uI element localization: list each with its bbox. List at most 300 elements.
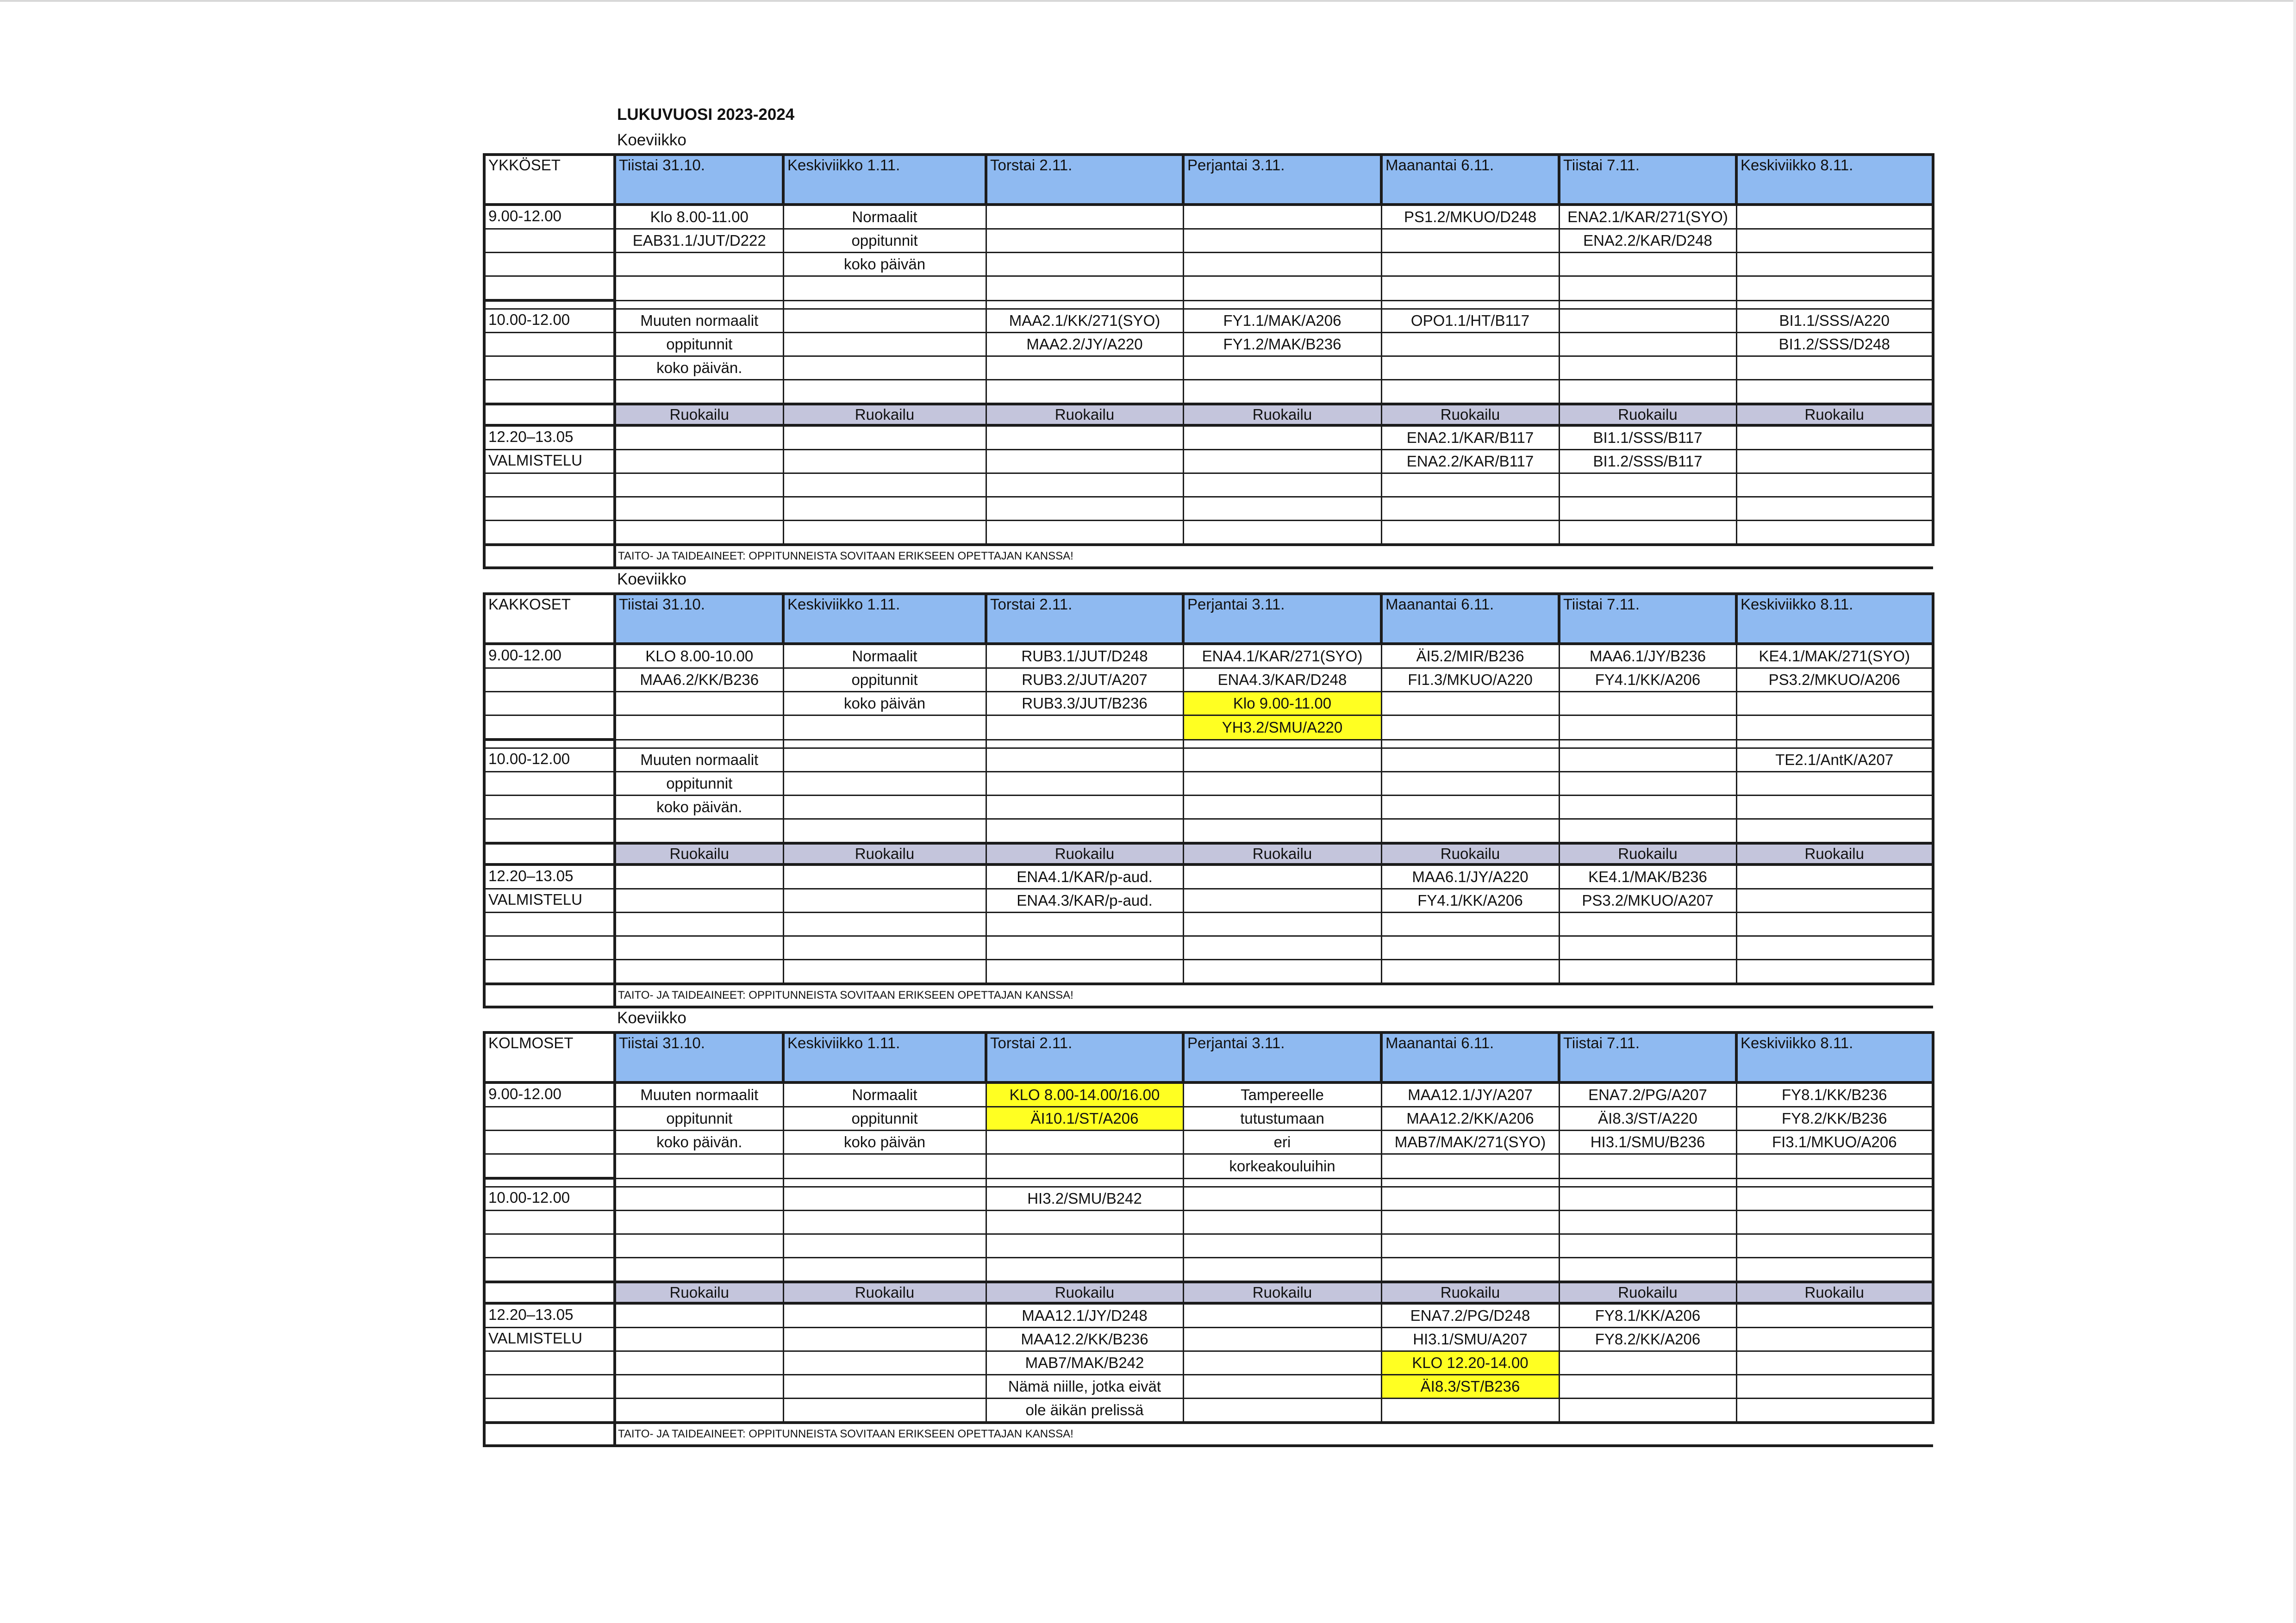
exam-cell — [986, 1258, 1183, 1282]
exam-cell — [1559, 356, 1736, 380]
exam-cell — [1559, 1234, 1736, 1258]
exam-cell — [986, 425, 1183, 450]
schedule-row — [484, 1154, 1933, 1179]
exam-cell — [1736, 1399, 1933, 1423]
session-divider — [484, 740, 1933, 748]
exam-cell: YH3.2/SMU/A220 — [1183, 715, 1381, 740]
exam-cell: FY8.2/KK/A206 — [1559, 1328, 1736, 1351]
exam-cell — [615, 692, 783, 715]
schedule-row — [484, 668, 1933, 692]
divider-cell — [615, 1178, 783, 1187]
page-title: LUKUVUOSI 2023-2024 — [617, 106, 795, 124]
time-label — [484, 772, 615, 796]
exam-cell — [1559, 796, 1736, 819]
day-header: Perjantai 3.11. — [1183, 155, 1381, 205]
note-row — [484, 1423, 1933, 1446]
exam-cell: FY8.1/KK/A206 — [1559, 1303, 1736, 1328]
divider-cell — [783, 1178, 986, 1187]
exam-cell — [1183, 819, 1381, 844]
exam-cell — [615, 1258, 783, 1282]
exam-cell — [783, 380, 986, 404]
schedule-row — [484, 205, 1933, 229]
exam-cell: ENA2.1/KAR/271(SYO) — [1559, 205, 1736, 229]
schedule-row — [484, 1107, 1933, 1131]
exam-cell — [1381, 497, 1559, 521]
day-header: Maanantai 6.11. — [1381, 155, 1559, 205]
exam-cell — [783, 1234, 986, 1258]
exam-cell — [1736, 1375, 1933, 1399]
schedule-row — [484, 229, 1933, 253]
exam-cell — [1183, 1234, 1381, 1258]
lunch-cell: Ruokailu — [1183, 1282, 1381, 1303]
day-header: Perjantai 3.11. — [1183, 594, 1381, 644]
exam-cell — [615, 1154, 783, 1179]
time-label — [484, 521, 615, 545]
day-header: Torstai 2.11. — [986, 594, 1183, 644]
day-header: Keskiviikko 8.11. — [1736, 594, 1933, 644]
exam-cell: FI1.3/MKUO/A220 — [1381, 668, 1559, 692]
exam-cell — [783, 1211, 986, 1234]
time-label — [484, 796, 615, 819]
exam-cell: HI3.2/SMU/B242 — [986, 1187, 1183, 1211]
day-header: Tiistai 31.10. — [615, 594, 783, 644]
exam-cell — [1381, 1187, 1559, 1211]
exam-cell: FY1.2/MAK/B236 — [1183, 333, 1381, 356]
exam-cell: Tampereelle — [1183, 1082, 1381, 1107]
exam-cell — [1559, 1258, 1736, 1282]
exam-cell — [783, 356, 986, 380]
exam-cell — [1183, 1351, 1381, 1375]
time-label — [484, 356, 615, 380]
time-label — [484, 692, 615, 715]
divider-cell — [783, 740, 986, 748]
time-label — [484, 473, 615, 497]
exam-cell — [615, 936, 783, 960]
exam-cell — [1736, 497, 1933, 521]
day-header: Maanantai 6.11. — [1381, 1032, 1559, 1082]
exam-cell — [1736, 796, 1933, 819]
lunch-row — [484, 843, 1933, 864]
schedule-row — [484, 1187, 1933, 1211]
scan-edge-top — [0, 0, 2296, 2]
lunch-cell: Ruokailu — [615, 404, 783, 425]
lunch-cell: Ruokailu — [1381, 404, 1559, 425]
time-label — [484, 1131, 615, 1154]
schedule-row — [484, 1399, 1933, 1423]
exam-cell: HI3.1/SMU/B236 — [1559, 1131, 1736, 1154]
exam-cell — [986, 715, 1183, 740]
day-header: Keskiviikko 1.11. — [783, 1032, 986, 1082]
divider-cell — [1559, 1178, 1736, 1187]
exam-cell: KLO 8.00-10.00 — [615, 644, 783, 668]
exam-cell: ENA2.2/KAR/B117 — [1381, 450, 1559, 473]
lunch-cell: Ruokailu — [1183, 404, 1381, 425]
exam-cell: MAA6.1/JY/B236 — [1559, 644, 1736, 668]
exam-cell — [1183, 229, 1381, 253]
exam-cell — [615, 960, 783, 984]
time-label — [484, 1211, 615, 1234]
divider-cell — [1183, 300, 1381, 309]
exam-cell — [1736, 1328, 1933, 1351]
exam-cell — [1183, 276, 1381, 301]
divider-cell — [615, 740, 783, 748]
exam-cell — [986, 450, 1183, 473]
divider-cell — [1183, 1178, 1381, 1187]
exam-cell — [1736, 864, 1933, 889]
schedule-row — [484, 864, 1933, 889]
day-header: Keskiviikko 8.11. — [1736, 155, 1933, 205]
divider-cell — [484, 300, 615, 309]
schedule-table — [483, 592, 1934, 1008]
exam-cell — [615, 253, 783, 276]
exam-cell: OPO1.1/HT/B117 — [1381, 309, 1559, 333]
exam-cell — [615, 497, 783, 521]
lunch-cell: Ruokailu — [1559, 404, 1736, 425]
divider-cell — [484, 1178, 615, 1187]
exam-cell: KLO 8.00-14.00/16.00 — [986, 1082, 1183, 1107]
day-header-row — [484, 594, 1933, 644]
day-header: Keskiviikko 1.11. — [783, 155, 986, 205]
exam-cell — [1183, 205, 1381, 229]
exam-cell — [1736, 1351, 1933, 1375]
exam-cell — [1736, 253, 1933, 276]
exam-cell — [1736, 1303, 1933, 1328]
exam-cell — [1183, 1211, 1381, 1234]
arts-note: TAITO- JA TAIDEAINEET: OPPITUNNEISTA SOVITAAN ERIKSEEN OPETTAJAN KANSSA! — [615, 984, 1933, 1007]
day-header: Keskiviikko 8.11. — [1736, 1032, 1933, 1082]
exam-cell — [986, 229, 1183, 253]
exam-cell — [1736, 205, 1933, 229]
exam-cell — [783, 309, 986, 333]
time-label: 10.00-12.00 — [484, 309, 615, 333]
exam-cell — [1736, 889, 1933, 913]
time-label: VALMISTELU — [484, 1328, 615, 1351]
note-row — [484, 545, 1933, 568]
note-row — [484, 984, 1933, 1007]
exam-cell: ÄI8.3/ST/B236 — [1381, 1375, 1559, 1399]
lunch-row-label — [484, 404, 615, 425]
exam-cell — [783, 276, 986, 301]
exam-cell: oppitunnit — [615, 1107, 783, 1131]
lunch-cell: Ruokailu — [1381, 843, 1559, 864]
lunch-cell: Ruokailu — [986, 404, 1183, 425]
exam-cell: ENA2.1/KAR/B117 — [1381, 425, 1559, 450]
exam-cell — [1559, 936, 1736, 960]
divider-cell — [1559, 300, 1736, 309]
day-header: Maanantai 6.11. — [1381, 594, 1559, 644]
exam-cell: ENA4.3/KAR/p-aud. — [986, 889, 1183, 913]
group-label: KOLMOSET — [484, 1032, 615, 1082]
exam-cell — [615, 425, 783, 450]
note-row-label — [484, 545, 615, 568]
exam-cell: ÄI8.3/ST/A220 — [1559, 1107, 1736, 1131]
exam-cell — [1381, 772, 1559, 796]
exam-cell — [1381, 1234, 1559, 1258]
schedule-row — [484, 380, 1933, 404]
schedule-table — [483, 1031, 1934, 1447]
day-header: Perjantai 3.11. — [1183, 1032, 1381, 1082]
exam-cell — [986, 497, 1183, 521]
day-header: Tiistai 31.10. — [615, 1032, 783, 1082]
exam-cell — [1736, 1187, 1933, 1211]
schedule-row — [484, 473, 1933, 497]
exam-cell: Klo 8.00-11.00 — [615, 205, 783, 229]
time-label — [484, 1351, 615, 1375]
lunch-cell: Ruokailu — [783, 843, 986, 864]
lunch-cell: Ruokailu — [986, 1282, 1183, 1303]
schedule-row — [484, 1328, 1933, 1351]
schedule-row — [484, 796, 1933, 819]
exam-cell — [1736, 960, 1933, 984]
exam-cell — [1559, 253, 1736, 276]
exam-cell — [1381, 819, 1559, 844]
exam-cell — [783, 450, 986, 473]
exam-cell — [1381, 715, 1559, 740]
schedule-row — [484, 1082, 1933, 1107]
time-label: 12.20–13.05 — [484, 864, 615, 889]
exam-cell — [783, 1328, 986, 1351]
divider-cell — [1736, 740, 1933, 748]
schedule-row — [484, 936, 1933, 960]
divider-cell — [986, 300, 1183, 309]
schedule-row — [484, 356, 1933, 380]
exam-cell — [1183, 356, 1381, 380]
schedule-row — [484, 1258, 1933, 1282]
exam-cell: TE2.1/AntK/A207 — [1736, 748, 1933, 772]
schedule-row — [484, 1234, 1933, 1258]
time-label: 9.00-12.00 — [484, 205, 615, 229]
exam-cell — [1381, 692, 1559, 715]
exam-cell — [1183, 1187, 1381, 1211]
time-label — [484, 819, 615, 844]
time-label — [484, 276, 615, 301]
time-label: 9.00-12.00 — [484, 1082, 615, 1107]
exam-cell: koko päivän — [783, 253, 986, 276]
exam-cell: korkeakouluihin — [1183, 1154, 1381, 1179]
exam-cell — [1559, 1211, 1736, 1234]
exam-cell: MAA2.2/JY/A220 — [986, 333, 1183, 356]
exam-cell — [1736, 380, 1933, 404]
exam-cell — [615, 889, 783, 913]
exam-cell: RUB3.1/JUT/D248 — [986, 644, 1183, 668]
exam-cell — [783, 1399, 986, 1423]
exam-cell — [1736, 229, 1933, 253]
lunch-cell: Ruokailu — [1736, 1282, 1933, 1303]
lunch-cell: Ruokailu — [1736, 404, 1933, 425]
exam-cell — [783, 936, 986, 960]
divider-cell — [1559, 740, 1736, 748]
lunch-cell: Ruokailu — [615, 843, 783, 864]
exam-cell: RUB3.2/JUT/A207 — [986, 668, 1183, 692]
exam-cell — [783, 1258, 986, 1282]
schedule-row — [484, 521, 1933, 545]
exam-cell: Nämä niille, jotka eivät — [986, 1375, 1183, 1399]
time-label — [484, 333, 615, 356]
day-header: Torstai 2.11. — [986, 155, 1183, 205]
lunch-cell: Ruokailu — [1559, 1282, 1736, 1303]
time-label — [484, 380, 615, 404]
exam-cell: EAB31.1/JUT/D222 — [615, 229, 783, 253]
exam-cell — [1183, 864, 1381, 889]
exam-cell — [783, 473, 986, 497]
exam-cell — [1183, 521, 1381, 545]
lunch-cell: Ruokailu — [1381, 1282, 1559, 1303]
exam-cell: KLO 12.20-14.00 — [1381, 1351, 1559, 1375]
lunch-cell: Ruokailu — [783, 404, 986, 425]
time-label — [484, 1154, 615, 1179]
exam-cell: Muuten normaalit — [615, 309, 783, 333]
exam-cell: PS3.2/MKUO/A206 — [1736, 668, 1933, 692]
exam-cell: BI1.1/SSS/B117 — [1559, 425, 1736, 450]
exam-cell — [615, 450, 783, 473]
exam-cell — [615, 1375, 783, 1399]
exam-cell — [1559, 715, 1736, 740]
exam-cell: ENA4.1/KAR/271(SYO) — [1183, 644, 1381, 668]
exam-cell: MAA6.2/KK/B236 — [615, 668, 783, 692]
lunch-row — [484, 404, 1933, 425]
exam-cell: FI3.1/MKUO/A206 — [1736, 1131, 1933, 1154]
exam-cell — [1736, 819, 1933, 844]
exam-cell — [1381, 276, 1559, 301]
exam-cell: ENA4.3/KAR/D248 — [1183, 668, 1381, 692]
schedule-row — [484, 772, 1933, 796]
exam-cell: MAA12.1/JY/D248 — [986, 1303, 1183, 1328]
exam-cell — [615, 1187, 783, 1211]
lunch-cell: Ruokailu — [1736, 843, 1933, 864]
divider-cell — [484, 740, 615, 748]
exam-cell — [1381, 333, 1559, 356]
exam-cell: BI1.1/SSS/A220 — [1736, 309, 1933, 333]
exam-cell — [615, 913, 783, 936]
time-label — [484, 960, 615, 984]
exam-cell — [986, 1131, 1183, 1154]
exam-cell — [1183, 1328, 1381, 1351]
exam-cell — [783, 521, 986, 545]
exam-cell — [1736, 1211, 1933, 1234]
exam-cell — [1183, 380, 1381, 404]
divider-cell — [1183, 740, 1381, 748]
note-row-label — [484, 1423, 615, 1446]
exam-cell: RUB3.3/JUT/B236 — [986, 692, 1183, 715]
exam-cell — [1381, 1211, 1559, 1234]
time-label: 10.00-12.00 — [484, 748, 615, 772]
exam-cell — [783, 1154, 986, 1179]
exam-cell: ENA2.2/KAR/D248 — [1559, 229, 1736, 253]
exam-cell — [1559, 521, 1736, 545]
exam-cell — [1736, 425, 1933, 450]
schedule-row — [484, 960, 1933, 984]
lunch-row-label — [484, 1282, 615, 1303]
schedule-row — [484, 692, 1933, 715]
exam-cell: oppitunnit — [783, 1107, 986, 1131]
group-label: KAKKOSET — [484, 594, 615, 644]
exam-cell — [615, 864, 783, 889]
exam-cell: tutustumaan — [1183, 1107, 1381, 1131]
exam-cell — [1736, 356, 1933, 380]
exam-cell — [1736, 1234, 1933, 1258]
exam-cell — [986, 936, 1183, 960]
exam-cell — [1736, 715, 1933, 740]
koeviikko-label: Koeviikko — [617, 131, 686, 149]
day-header: Torstai 2.11. — [986, 1032, 1183, 1082]
arts-note: TAITO- JA TAIDEAINEET: OPPITUNNEISTA SOVITAAN ERIKSEEN OPETTAJAN KANSSA! — [615, 545, 1933, 568]
exam-cell — [783, 889, 986, 913]
exam-cell: eri — [1183, 1131, 1381, 1154]
exam-cell: koko päivän. — [615, 796, 783, 819]
exam-cell: MAA2.1/KK/271(SYO) — [986, 309, 1183, 333]
time-label — [484, 497, 615, 521]
time-label — [484, 936, 615, 960]
exam-cell — [1736, 450, 1933, 473]
exam-cell — [986, 1211, 1183, 1234]
exam-cell — [1736, 521, 1933, 545]
exam-cell — [615, 1234, 783, 1258]
lunch-cell: Ruokailu — [783, 1282, 986, 1303]
exam-cell: ENA7.2/PG/A207 — [1559, 1082, 1736, 1107]
day-header: Tiistai 31.10. — [615, 155, 783, 205]
exam-cell — [1381, 1399, 1559, 1423]
exam-cell — [986, 380, 1183, 404]
time-label: VALMISTELU — [484, 889, 615, 913]
exam-cell — [1559, 772, 1736, 796]
exam-cell — [783, 333, 986, 356]
schedule-row — [484, 715, 1933, 740]
exam-cell — [1381, 960, 1559, 984]
exam-cell: FY8.2/KK/B236 — [1736, 1107, 1933, 1131]
exam-cell — [1381, 1258, 1559, 1282]
exam-cell — [1183, 960, 1381, 984]
divider-cell — [1736, 1178, 1933, 1187]
exam-cell: KE4.1/MAK/271(SYO) — [1736, 644, 1933, 668]
exam-cell — [986, 473, 1183, 497]
exam-cell — [615, 521, 783, 545]
exam-cell: ÄI5.2/MIR/B236 — [1381, 644, 1559, 668]
schedule-row — [484, 1131, 1933, 1154]
schedule-row — [484, 333, 1933, 356]
time-label: 12.20–13.05 — [484, 1303, 615, 1328]
day-header-row — [484, 155, 1933, 205]
exam-cell — [1381, 473, 1559, 497]
lunch-row — [484, 1282, 1933, 1303]
schedule-row — [484, 497, 1933, 521]
session-divider — [484, 1178, 1933, 1187]
schedule-table — [483, 153, 1934, 569]
exam-cell — [615, 715, 783, 740]
exam-cell — [1183, 473, 1381, 497]
exam-cell — [783, 497, 986, 521]
exam-cell: oppitunnit — [615, 333, 783, 356]
exam-cell: koko päivän — [783, 1131, 986, 1154]
exam-cell — [1381, 356, 1559, 380]
exam-cell: ÄI10.1/ST/A206 — [986, 1107, 1183, 1131]
exam-cell — [783, 772, 986, 796]
divider-cell — [615, 300, 783, 309]
schedule-row — [484, 644, 1933, 668]
schedule-row — [484, 309, 1933, 333]
exam-cell — [1381, 1154, 1559, 1179]
exam-cell — [986, 960, 1183, 984]
exam-cell — [783, 864, 986, 889]
exam-cell — [1736, 692, 1933, 715]
exam-cell — [783, 715, 986, 740]
lunch-cell: Ruokailu — [986, 843, 1183, 864]
divider-cell — [1381, 1178, 1559, 1187]
exam-cell — [615, 819, 783, 844]
exam-cell: Muuten normaalit — [615, 1082, 783, 1107]
exam-cell — [783, 425, 986, 450]
exam-cell — [1381, 253, 1559, 276]
time-label: 9.00-12.00 — [484, 644, 615, 668]
